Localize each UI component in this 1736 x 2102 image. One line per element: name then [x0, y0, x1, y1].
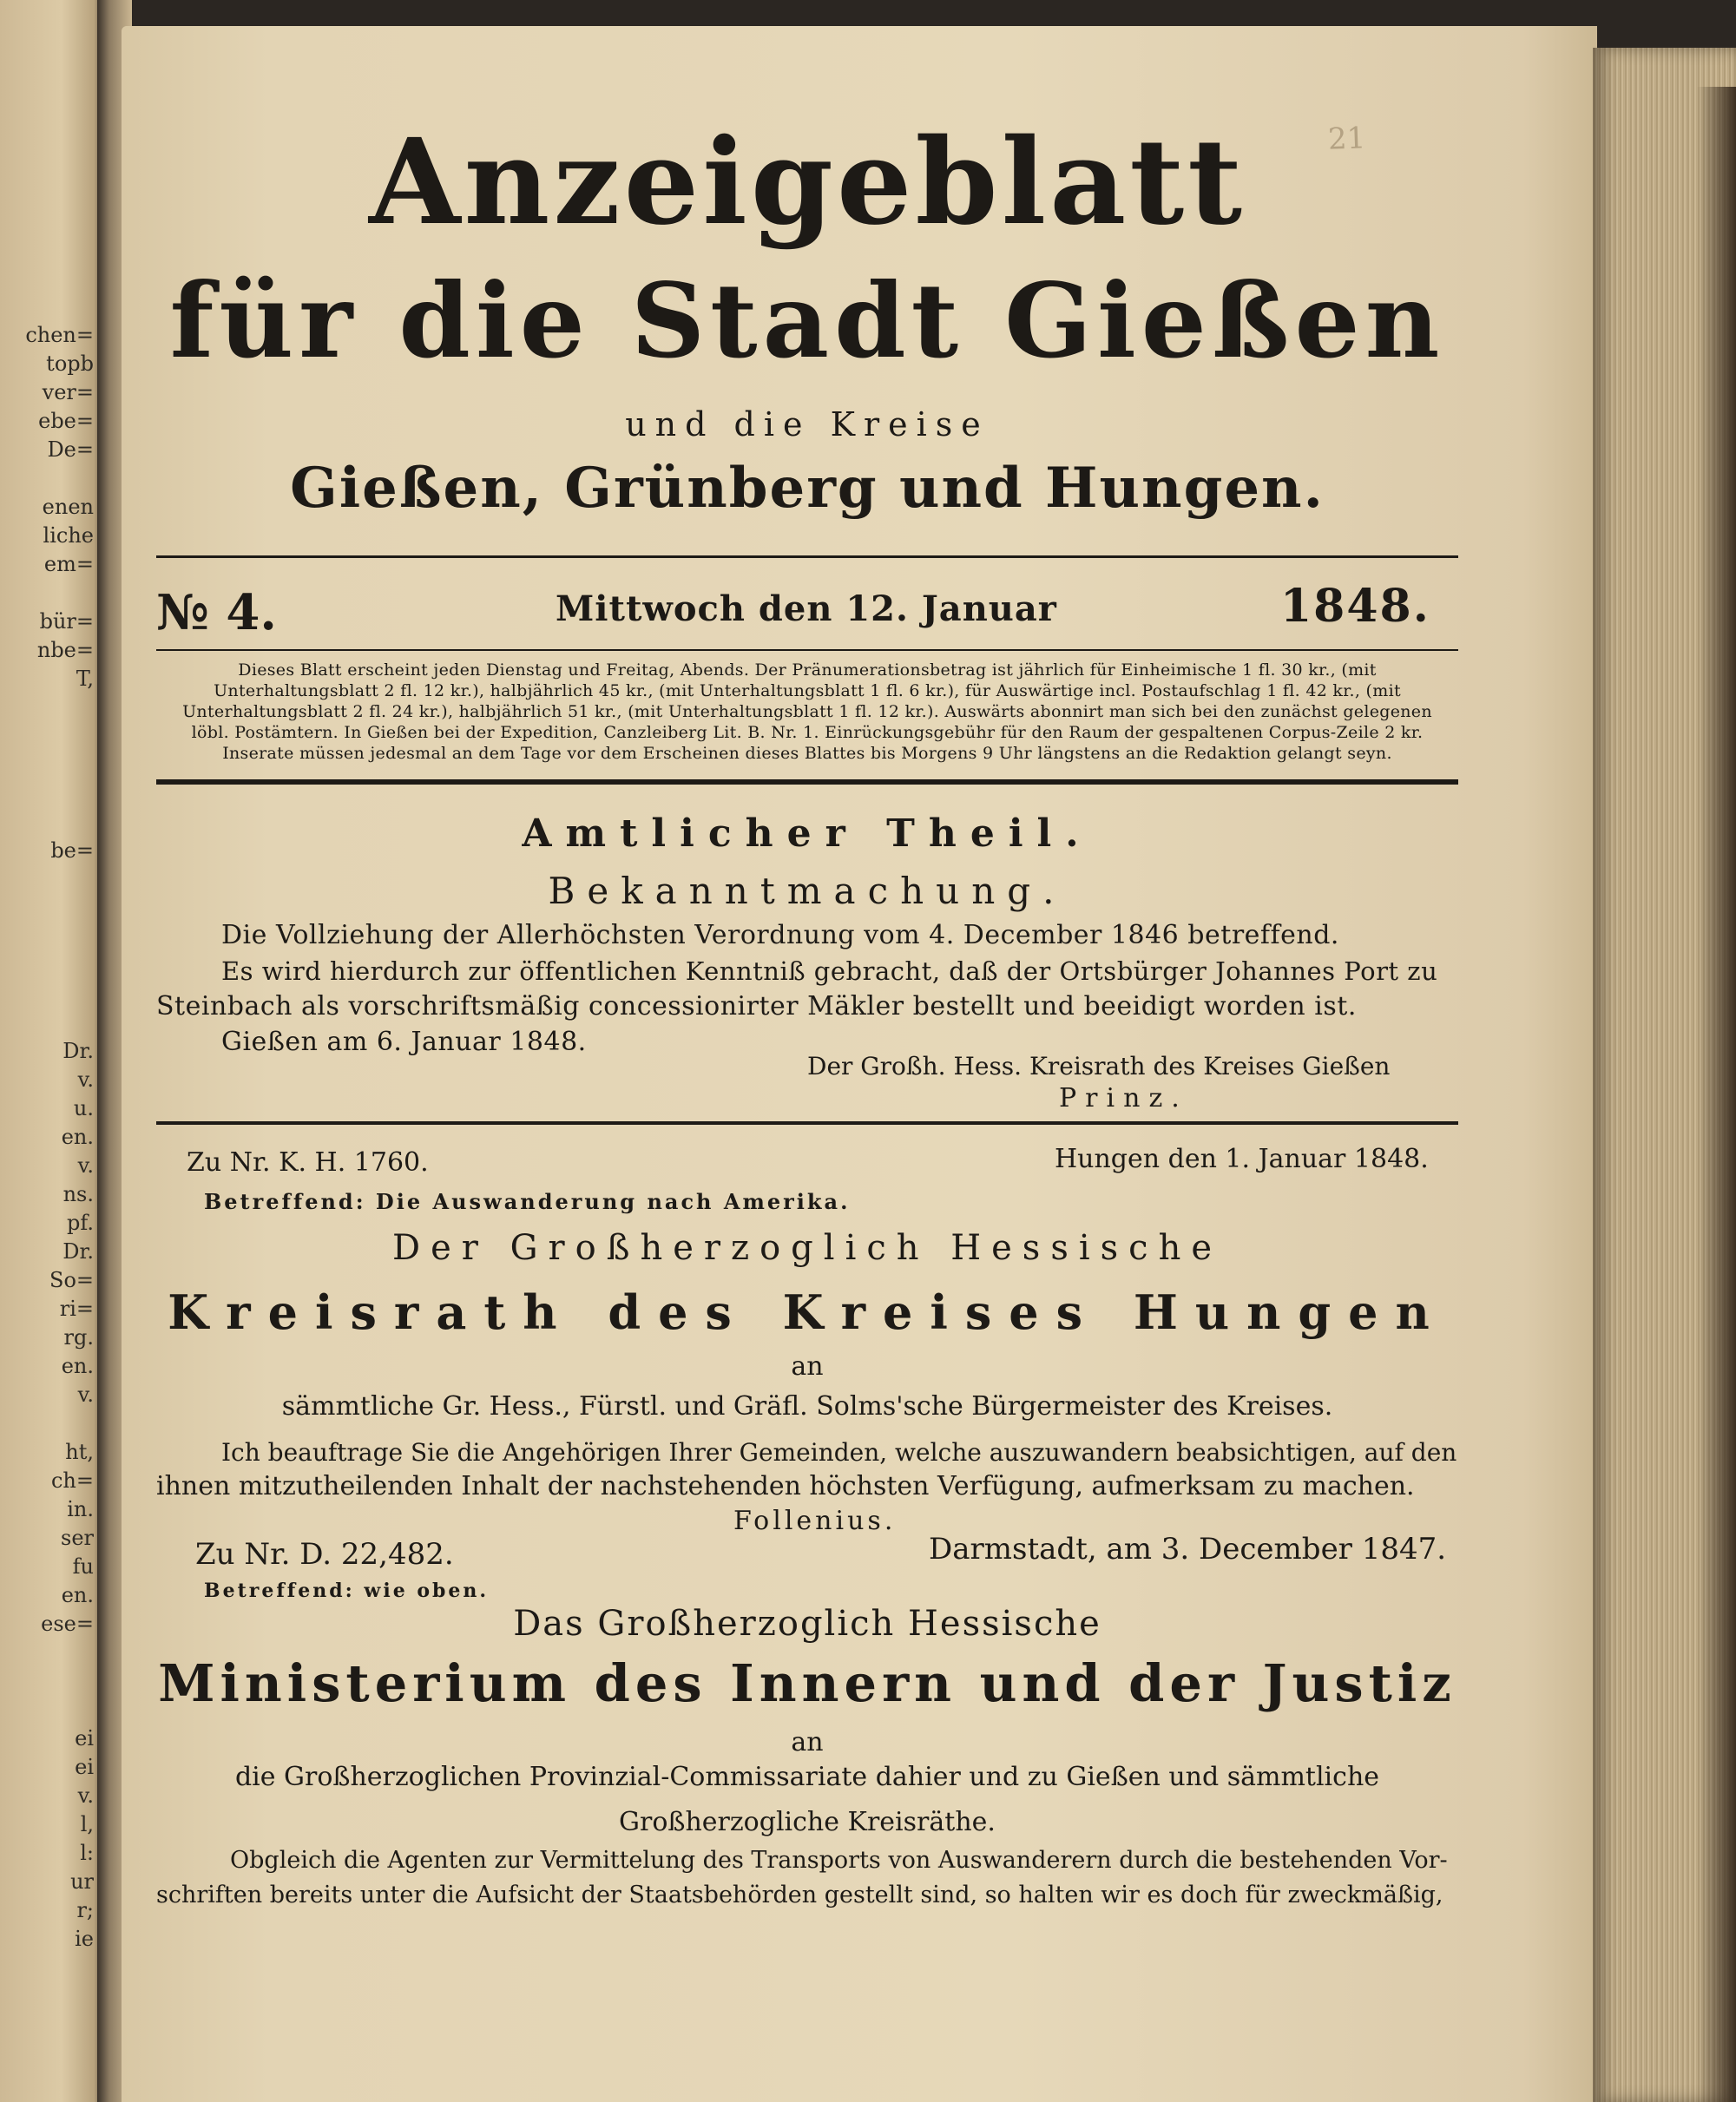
left-fragment	[7, 751, 94, 779]
left-fragment: chen=	[25, 323, 94, 347]
left-fragment: en.	[61, 1583, 94, 1607]
darmstadt-recipients-line1: die Großherzoglichen Provinzial-Commissariate dahier und zu Gießen und sämmtliche	[234, 1762, 1380, 1792]
left-fragment	[7, 722, 94, 751]
left-fragment	[7, 980, 94, 1008]
hungen-place-date: Hungen den 1. Januar 1848.	[1055, 1144, 1429, 1174]
left-fragment: ch=	[50, 1468, 94, 1493]
info-line: Inserate müssen jedesmal an dem Tage vor dem Erscheinen dieses Blattes bis Morgens 9 Uhr längstens an die Redaktion gelangt seyn.	[222, 744, 1392, 763]
left-fragment	[7, 1409, 94, 1438]
left-fragment: pf.	[66, 1211, 94, 1235]
darmstadt-authority-line1: Das Großherzoglich Hessische	[513, 1604, 1101, 1644]
darmstadt-authority-line2: Ministerium des Innern und der Justiz	[158, 1653, 1457, 1713]
masthead-subline: und die Kreise	[625, 405, 990, 443]
left-fragment: Dr.	[62, 1239, 94, 1264]
hungen-recipients: sämmtliche Gr. Hess., Fürstl. und Gräfl. Solms'sche Bürgermeister des Kreises.	[281, 1391, 1333, 1422]
left-page	[0, 0, 102, 2102]
left-fragment: Dr.	[62, 1039, 94, 1063]
left-fragment	[7, 808, 94, 837]
left-fragment: ie	[75, 1927, 94, 1951]
left-fragment: l:	[80, 1841, 94, 1865]
left-fragment	[7, 1696, 94, 1724]
issue-year: 1848.	[1280, 580, 1430, 633]
notice-title: Bekanntmachung.	[548, 870, 1067, 912]
notice-body-line1: Es wird hierdurch zur öffentlichen Kenntniß gebracht, daß der Ortsbürger Johannes Port zu	[221, 956, 1438, 986]
issue-date: Mittwoch den 12. Januar	[556, 588, 1057, 629]
darmstadt-ref: Zu Nr. D. 22,482.	[195, 1537, 454, 1572]
hungen-to: an	[791, 1351, 824, 1382]
left-fragment: ei	[75, 1726, 94, 1751]
left-fragment: fu	[72, 1554, 94, 1579]
left-fragment: T,	[76, 667, 94, 691]
left-fragment: v.	[77, 1383, 94, 1407]
left-fragment	[7, 693, 94, 722]
left-fragment: ese=	[41, 1612, 94, 1636]
left-fragment: u.	[73, 1096, 94, 1120]
left-fragment	[7, 464, 94, 493]
hungen-body-line2: ihnen mitzutheilenden Inhalt der nachstehenden höchsten Verfügung, aufmerksam zu machen.	[156, 1471, 1415, 1501]
masthead-title-line1: Anzeigeblatt	[369, 113, 1246, 252]
left-fragment: ei	[75, 1755, 94, 1779]
masthead-districts: Gießen, Grünberg und Hungen.	[290, 456, 1325, 521]
left-fragment: ht,	[65, 1440, 94, 1464]
left-fragment: ver=	[42, 380, 94, 404]
left-fragment: en.	[61, 1354, 94, 1378]
subscription-info	[156, 660, 1458, 764]
left-fragment	[7, 1008, 94, 1037]
left-fragment: enen	[42, 495, 94, 519]
left-fragment: l,	[80, 1812, 94, 1836]
left-fragment: v.	[77, 1153, 94, 1178]
darmstadt-body-line1: Obgleich die Agenten zur Vermittelung des Transports von Auswanderern durch die bestehenden Vor-	[230, 1847, 1448, 1874]
left-fragment: be=	[50, 838, 94, 863]
left-fragment: v.	[77, 1067, 94, 1092]
left-fragment	[7, 1639, 94, 1667]
darmstadt-recipients-line2: Großherzogliche Kreisräthe.	[619, 1807, 996, 1837]
darmstadt-subject: Betreffend: wie oben.	[204, 1580, 490, 1602]
notice-subject: Die Vollziehung der Allerhöchsten Verordnung vom 4. December 1846 betreffend.	[221, 920, 1339, 950]
left-fragment	[7, 894, 94, 923]
info-line: löbl. Postämtern. In Gießen bei der Expedition, Canzleiberg Lit. B. Nr. 1. Einrückungsgebühr für den Raum der gespaltenen Corpus-Zeile 2 kr.	[191, 723, 1424, 742]
hungen-ref: Zu Nr. K. H. 1760.	[187, 1147, 429, 1178]
rule-thick	[156, 779, 1458, 785]
page-number: 21	[1327, 121, 1366, 157]
left-fragment: De=	[47, 437, 94, 462]
left-fragment: en.	[61, 1125, 94, 1149]
darmstadt-place-date: Darmstadt, am 3. December 1847.	[929, 1532, 1447, 1567]
left-fragment: em=	[43, 552, 94, 576]
left-fragment	[7, 1667, 94, 1696]
left-fragment: ri=	[59, 1297, 94, 1321]
notice-place-date: Gießen am 6. Januar 1848.	[221, 1027, 587, 1057]
left-fragment: So=	[49, 1268, 94, 1292]
issue-number: № 4.	[156, 584, 277, 641]
edge-shadow	[1697, 87, 1736, 2102]
section-heading: Amtlicher Theil.	[522, 811, 1093, 856]
left-fragment: r;	[76, 1898, 94, 1922]
left-fragment	[7, 865, 94, 894]
rule-section	[156, 1121, 1458, 1125]
left-fragment: rg.	[63, 1325, 94, 1350]
left-fragment: topb	[46, 351, 94, 376]
left-fragment	[7, 951, 94, 980]
left-fragment: nbe=	[36, 638, 94, 662]
hungen-body-line1: Ich beauftrage Sie die Angehörigen Ihrer Gemeinden, welche auszuwandern beabsichtigen, auf den	[221, 1438, 1457, 1467]
left-fragment	[7, 579, 94, 608]
left-fragment: liche	[43, 523, 94, 548]
rule-top	[156, 555, 1458, 558]
notice-body-line2: Steinbach als vorschriftsmäßig concessionirter Mäkler bestellt und beeidigt worden ist.	[156, 991, 1357, 1021]
left-fragment: ebe=	[38, 409, 94, 433]
darmstadt-to: an	[791, 1727, 824, 1757]
info-line: Unterhaltungsblatt 2 fl. 12 kr.), halbjährlich 45 kr., (mit Unterhaltungsblatt 1 fl. 6 kr.), für Auswärtige incl. Postaufschlag 1 fl. 42 kr., (mit	[214, 681, 1401, 700]
rule-issue	[156, 649, 1458, 651]
info-line: Unterhaltungsblatt 2 fl. 24 kr.), halbjährlich 51 kr., (mit Unterhaltungsblatt 1 fl. 12 kr.). Auswärts abonnirt man sich bei den zunächst gelegenen	[182, 702, 1432, 721]
left-fragment: ser	[61, 1526, 94, 1550]
left-fragment: ur	[70, 1869, 94, 1894]
masthead-title-line2: für die Stadt Gießen	[169, 260, 1445, 381]
left-fragment: in.	[67, 1497, 94, 1521]
hungen-subject: Betreffend: Die Auswanderung nach Amerika.	[204, 1189, 851, 1214]
left-fragment	[7, 923, 94, 951]
info-line: Dieses Blatt erscheint jeden Dienstag und Freitag, Abends. Der Pränumerationsbetrag ist jährlich für Einheimische 1 fl. 30 kr., (mit	[238, 660, 1377, 680]
darmstadt-body-line2: schriften bereits unter die Aufsicht der Staatsbehörden gestellt sind, so halten wir es doch für zweckmäßig,	[156, 1882, 1443, 1908]
left-fragment	[7, 779, 94, 808]
notice-signature: Prinz.	[1059, 1083, 1188, 1113]
left-fragment: bür=	[39, 609, 94, 634]
hungen-authority-line1: Der Großherzoglich Hessische	[392, 1228, 1222, 1268]
left-fragment: v.	[77, 1783, 94, 1808]
left-fragment: ns.	[62, 1182, 94, 1206]
left-page-text-fragments	[7, 321, 94, 1954]
hungen-signature: Follenius.	[733, 1506, 897, 1536]
hungen-authority-line2: Kreisrath des Kreises Hungen	[168, 1284, 1447, 1340]
notice-signer: Der Großh. Hess. Kreisrath des Kreises Gießen	[807, 1052, 1391, 1081]
